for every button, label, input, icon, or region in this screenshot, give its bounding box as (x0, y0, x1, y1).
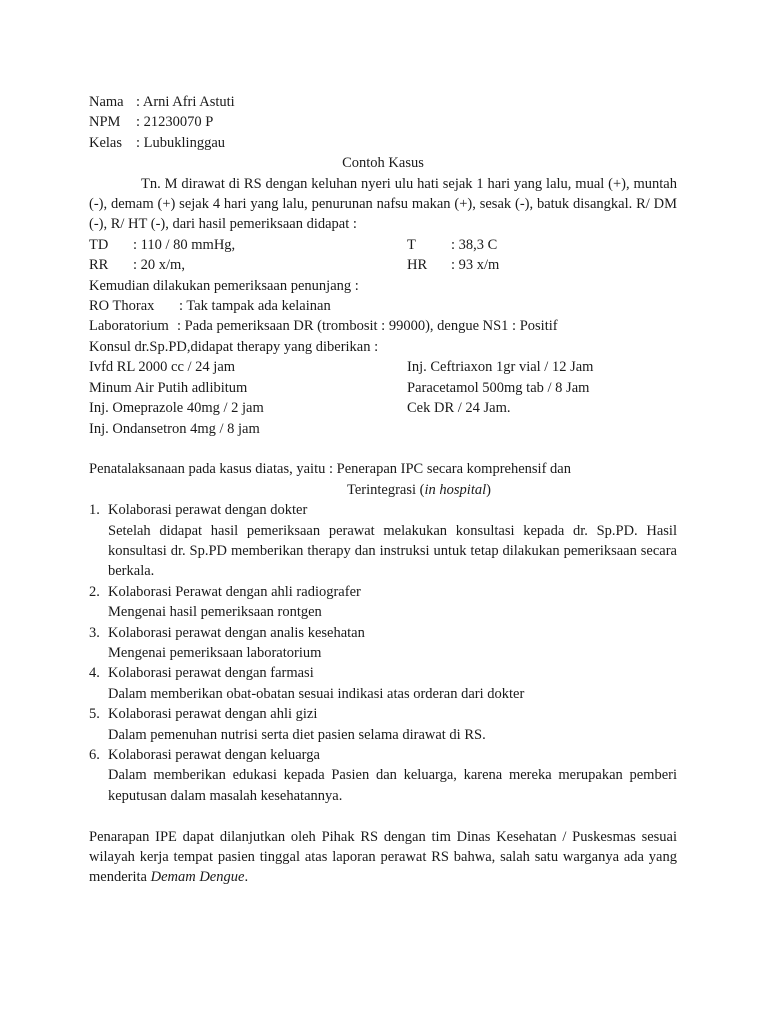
t-value: : 38,3 C (451, 236, 498, 253)
list-item-desc: Setelah didapat hasil pemeriksaan perawat melakukan konsultasi kepada dr. Sp.PD. Hasil konsultasi dr. Sp.PD memberikan therapy dan instruksi untuk tetap dilakukan pemeriksaan secara berkala. (108, 522, 677, 580)
ro-value: : Tak tampak ada kelainan (179, 298, 331, 315)
kelas-label: Kelas (89, 134, 123, 151)
list-number: 1. (89, 502, 100, 519)
hr-value: : 93 x/m (451, 257, 500, 274)
ro-label: RO Thorax (89, 298, 155, 315)
therapy-right: Paracetamol 500mg tab / 8 Jam (407, 379, 590, 396)
list-item (89, 623, 677, 664)
ro-thorax-line (89, 296, 677, 316)
list-item-desc: Dalam memberikan obat-obatan sesuai indikasi atas orderan dari dokter (108, 685, 525, 702)
vitals-row-1 (89, 235, 677, 255)
kelas-value: : Lubuklinggau (136, 134, 226, 151)
collaboration-list (89, 500, 677, 806)
td-label: TD (89, 236, 109, 253)
list-item-title: Kolaborasi perawat dengan ahli gizi (108, 706, 318, 723)
therapy-right: Cek DR / 24 Jam. (407, 400, 511, 417)
list-item (89, 704, 677, 745)
case-title: Contoh Kasus (342, 155, 424, 172)
name-value: : Arni Afri Astuti (136, 94, 235, 110)
therapy-left: Ivfd RL 2000 cc / 24 jam (89, 359, 236, 376)
closing-italic: Demam Dengue (150, 869, 245, 886)
npm-value: : 21230070 P (136, 114, 214, 131)
therapy-left: Inj. Ondansetron 4mg / 8 jam (89, 420, 260, 437)
lab-line (89, 316, 677, 336)
management-intro-line1: Penatalaksanaan pada kasus diatas, yaitu : Penerapan IPC secara komprehensif dan (89, 461, 571, 478)
t-label: T (407, 236, 416, 253)
list-item (89, 500, 677, 582)
intro-italic: in hospital (424, 481, 487, 498)
therapy-row (89, 419, 677, 439)
list-item (89, 745, 677, 806)
closing-text: Penarapan IPE dapat dilanjutkan oleh Pihak RS dengan tim Dinas Kesehatan / Puskesmas sesuai wilayah kerja tempat pasien tinggal atas laporan perawat RS bahwa, salah satu warganya ada yang menderita (89, 828, 677, 886)
list-number: 5. (89, 706, 100, 723)
intro-plain: Terintegrasi ( (347, 481, 425, 498)
therapy-row (89, 357, 677, 377)
list-item-desc: Dalam pemenuhan nutrisi serta diet pasien selama dirawat di RS. (108, 726, 486, 743)
td-value: : 110 / 80 mmHg, (133, 236, 236, 253)
rr-value: : 20 x/m, (133, 257, 185, 274)
list-item (89, 663, 677, 704)
therapy-row (89, 398, 677, 418)
list-item-title: Kolaborasi Perawat dengan ahli radiografer (108, 583, 361, 600)
kelas-line (89, 133, 677, 153)
spacer (89, 439, 677, 459)
list-number: 3. (89, 624, 100, 641)
list-item-title: Kolaborasi perawat dengan keluarga (108, 746, 320, 763)
list-number: 6. (89, 746, 100, 763)
konsul-line: Konsul dr.Sp.PD,didapat therapy yang diberikan : (89, 338, 379, 355)
spacer (89, 806, 677, 826)
lab-label: Laboratorium (89, 318, 169, 335)
list-item-title: Kolaborasi perawat dengan farmasi (108, 665, 314, 682)
therapy-row (89, 378, 677, 398)
hr-label: HR (407, 257, 428, 274)
list-number: 4. (89, 665, 100, 682)
management-intro-line2 (89, 480, 677, 500)
intro-end: ) (486, 481, 491, 498)
name-line (89, 92, 677, 112)
closing-paragraph (89, 827, 677, 888)
name-label: Nama (89, 94, 124, 110)
list-item-title: Kolaborasi perawat dengan dokter (108, 502, 308, 519)
rr-label: RR (89, 257, 109, 274)
list-item-desc: Dalam memberikan edukasi kepada Pasien dan keluarga, karena mereka merupakan pemberi keputusan dalam masalah kesehatannya. (108, 767, 677, 804)
therapy-left: Minum Air Putih adlibitum (89, 379, 248, 396)
npm-line (89, 112, 677, 132)
list-item-title: Kolaborasi perawat dengan analis kesehatan (108, 624, 365, 641)
list-number: 2. (89, 583, 100, 600)
npm-label: NPM (89, 114, 121, 131)
support-intro: Kemudian dilakukan pemeriksaan penunjang : (89, 277, 359, 294)
document-page (89, 92, 677, 888)
therapy-right: Inj. Ceftriaxon 1gr vial / 12 Jam (407, 359, 594, 376)
closing-end: . (244, 869, 249, 886)
list-item-desc: Mengenai hasil pemeriksaan rontgen (108, 604, 322, 621)
lab-value: : Pada pemeriksaan DR (trombosit : 99000), dengue NS1 : Positif (177, 318, 558, 335)
therapy-left: Inj. Omeprazole 40mg / 2 jam (89, 400, 264, 417)
list-item-desc: Mengenai pemeriksaan laboratorium (108, 644, 322, 661)
case-paragraph: Tn. M dirawat di RS dengan keluhan nyeri ulu hati sejak 1 hari yang lalu, mual (+), muntah (-), demam (+) sejak 4 hari yang lalu, penurunan nafsu makan (+), sesak (-), batuk disangkal. R/ DM (-), R/ HT (-), dari hasil pemeriksaan didapat : (89, 175, 677, 233)
list-item (89, 582, 677, 623)
vitals-row-2 (89, 255, 677, 275)
